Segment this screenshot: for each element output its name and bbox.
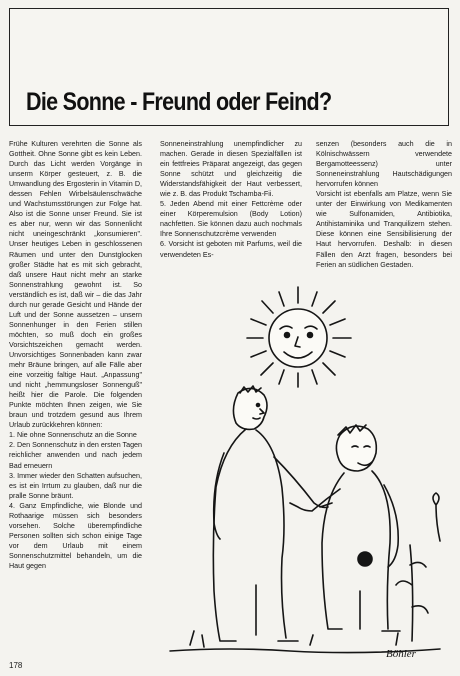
list-item: 3. Immer wieder den Schatten aufsuchen, es ist ein Irrtum zu glauben, daß nur die pralle Sonne bräunt.	[9, 471, 142, 500]
title-box	[9, 8, 449, 126]
paragraph: Frühe Kulturen verehrten die Sonne als Gottheit. Ohne Sonne gibt es kein Leben. Durch das Licht werden Vorgänge in unserm Körper gesteuert, z. B. die Umwandlung des Ergosterin in Vitamin D, dessen Fehlen Wirbelsäulenschwäche und Wachstumsstörungen zur Folge hat. Also ist die Sonne unser Freund. Sie ist es aber nur, wenn wir das Sonnenlicht nicht uneingeschränkt „konsumieren". Unser heutiges Leben in geschlossenen Räumen und unter den Dunstglocken großer Städte hat es mit sich gebracht, daß unsere Haut nicht mehr an starke Sonnenstrahlung gewohnt ist. So verständlich es ist, daß wir – die das Jahr durch nur gerade Gesicht und Hände der Luft und der Sonne aussetzen – unsern Sonnenhunger in den Ferien stillen möchten, so muß doch ein großes Vorsichtszeichen gemacht werden. Unvorsichtiges Sonnenbaden kann zwar mehr Bräune bringen, auf alle Fälle aber eine vorzeitig faltige Haut. „Anpassung" und nicht „hemmungsloser Sonnenguß" heißt hier die Parole. Die folgenden Punkte möchten Ihnen zeigen, wie Sie braun und trotzdem gesund aus Ihrem Urlaub zurückkehren können:	[9, 140, 142, 430]
text-column-2	[160, 139, 302, 260]
paragraph: Vorsicht ist ebenfalls am Platze, wenn Sie unter der Einwirkung von Medikamenten wie Sulfonamiden, Antibiotika, Antihistaminika und Tranquilizern stehen. Diese können eine Sensibilisierung der Haut hervorrufen. Deshalb: in diesen Fällen den Arzt fragen, besonders bei Ferien an südlichen Gestaden.	[316, 190, 452, 269]
list-item: 4. Ganz Empfindliche, wie Blonde und Rothaarige müssen sich besonders vorsehen. Solche überempfindliche Personen sollten sich schon einige Tage vor dem Urlaub mit einem Sonnenschutzmittel behandeln, um die Haut gegen	[9, 501, 142, 570]
page-number: 178	[9, 661, 23, 670]
text-column-3	[316, 139, 452, 270]
list-item: 2. Den Sonnenschutz in den ersten Tagen reichlicher anwenden und nach jedem Bad erneuern	[9, 441, 142, 470]
artist-signature: Böhler	[386, 648, 416, 660]
text-column-1	[9, 139, 142, 571]
paragraph: Sonneneinstrahlung unempfindlicher zu machen. Gerade in diesen Spezialfällen ist ein fettfreies Präparat angezeigt, das gegen Sonne schützt und gleichzeitig die Widerstandsfähigkeit der Haut verbessert, wie z. B. das Produkt Tschamba-Fii.	[160, 140, 302, 199]
sun-cartoon-illustration	[160, 285, 455, 663]
left-man-figure	[213, 386, 332, 641]
list-item: 5. Jeden Abend mit einer Fettcrème oder einer Körperemulsion (Body Lotion) nachfetten. Sie können dazu auch nochmals Ihre Sonnenschutzcrème verwenden	[160, 200, 302, 239]
plant-decoration	[170, 493, 440, 653]
sun-icon	[247, 287, 351, 387]
list-item: 6. Vorsicht ist geboten mit Parfums, weil die verwendeten Es-	[160, 240, 302, 259]
page-title: Die Sonne - Freund oder Feind?	[26, 88, 332, 116]
list-item: 1. Nie ohne Sonnenschutz an die Sonne	[9, 431, 137, 440]
paragraph: senzen (besonders auch die in Kölnischwässern verwendete Bergamotteessenz) unter Sonneneinstrahlung Hautschädigungen hervorrufen können	[316, 140, 452, 189]
right-man-figure	[290, 425, 400, 631]
